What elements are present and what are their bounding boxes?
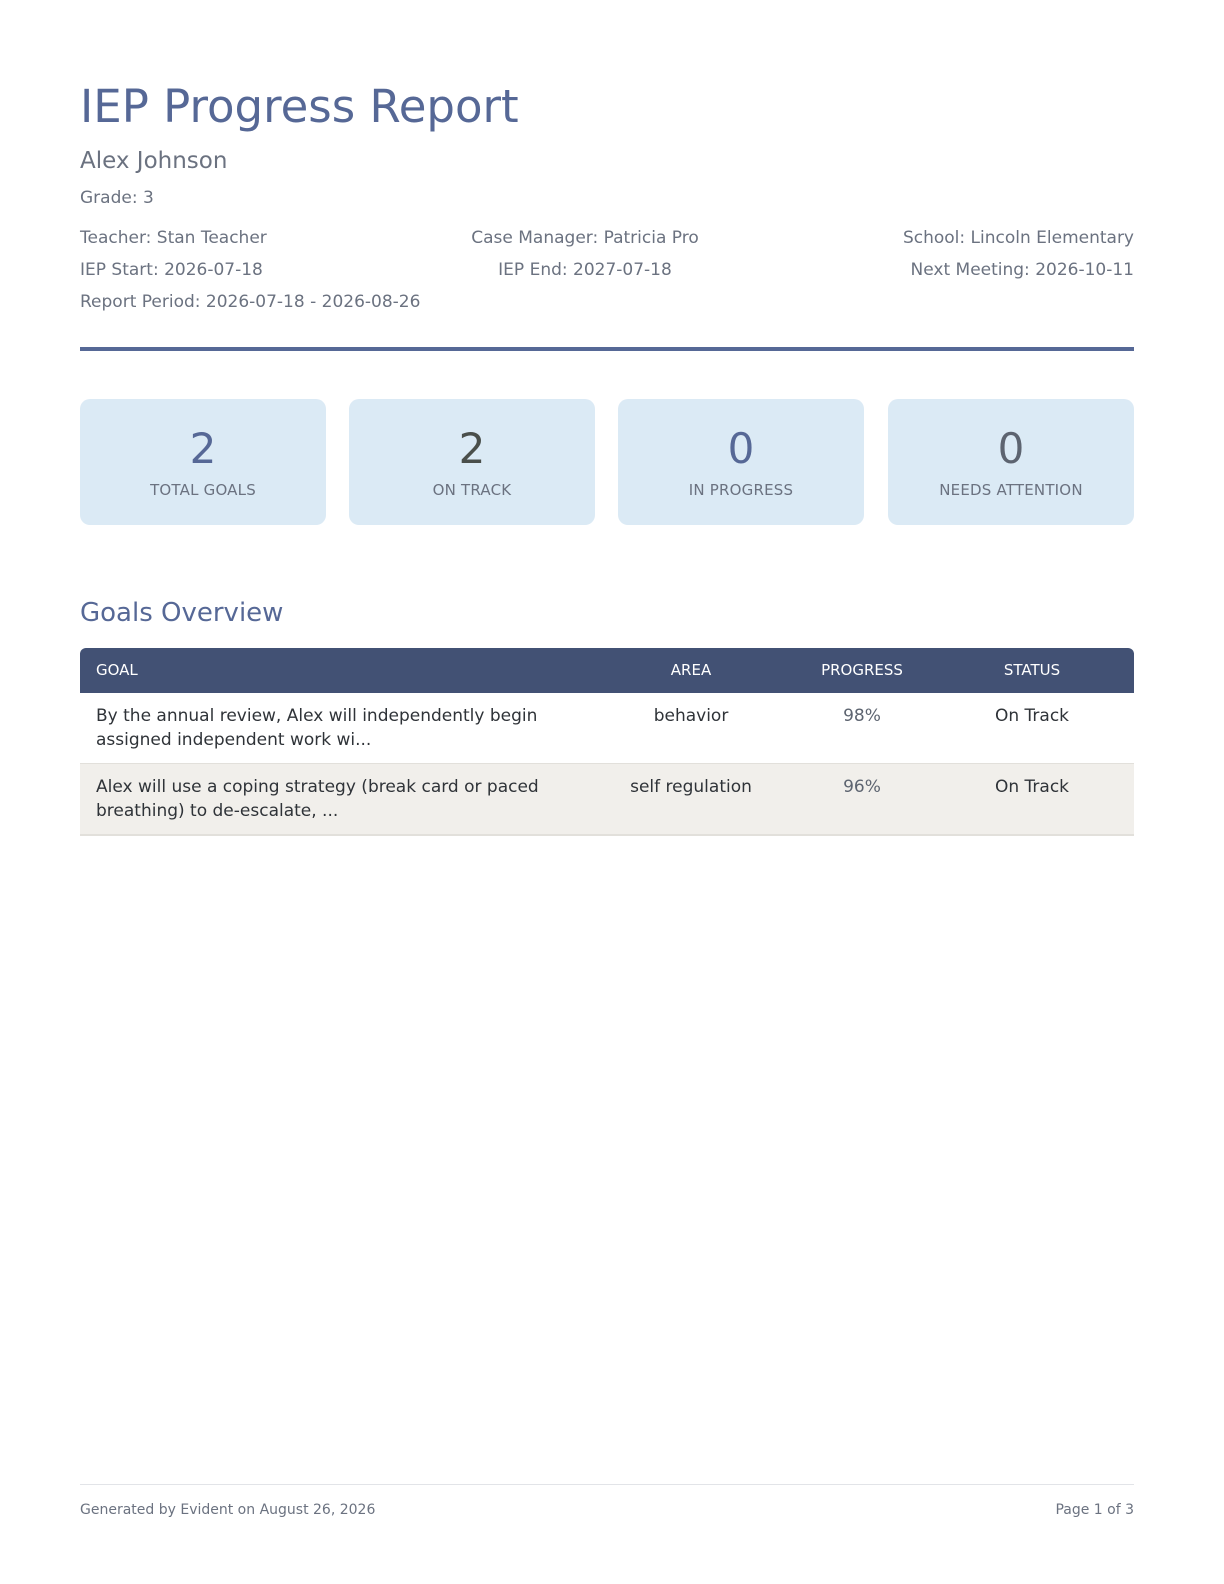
progress-cell: 96%	[843, 777, 881, 797]
report-page	[80, 0, 1134, 1584]
generated-note: Generated by Evident on August 26, 2026	[80, 1502, 376, 1518]
page-number: Page 1 of 3	[1055, 1502, 1134, 1518]
student-grade: Grade: 3	[80, 188, 154, 208]
report-period-field: Report Period: 2026-07-18 - 2026-08-26	[80, 292, 421, 312]
goals-overview-heading: Goals Overview	[80, 598, 284, 628]
iep-start-field: IEP Start: 2026-07-18	[80, 260, 263, 280]
goal-cell: Alex will use a coping strategy (break card or paced breathing) to de-escalate, ...	[96, 777, 539, 821]
status-cell: On Track	[994, 706, 1070, 726]
status-cell: On Track	[994, 777, 1070, 797]
teacher-field: Teacher: Stan Teacher	[80, 228, 267, 248]
stat-label: TOTAL GOALS	[150, 481, 256, 499]
stat-value: 2	[189, 424, 217, 473]
meta-row-staff	[80, 228, 1134, 252]
goal-cell: By the annual review, Alex will independently begin assigned independent work wi...	[96, 706, 538, 750]
meta-row-period	[80, 292, 1134, 316]
student-name: Alex Johnson	[80, 148, 228, 174]
table-header	[80, 648, 1134, 693]
case-manager-field: Case Manager: Patricia Pro	[471, 228, 699, 248]
stat-card-total-goals	[80, 399, 326, 525]
footer-divider	[80, 1484, 1134, 1485]
stat-card-needs-attention	[888, 399, 1134, 525]
stat-card-in-progress	[618, 399, 864, 525]
progress-cell: 98%	[843, 706, 881, 726]
column-header-status: STATUS	[1003, 661, 1061, 679]
stat-value: 0	[997, 424, 1025, 473]
next-meeting-field: Next Meeting: 2026-10-11	[910, 260, 1134, 280]
stat-label: IN PROGRESS	[688, 481, 794, 499]
stat-card-on-track	[349, 399, 595, 525]
goals-table	[80, 648, 1134, 836]
column-header-progress: PROGRESS	[821, 661, 903, 679]
summary-stats	[80, 399, 1134, 525]
column-header-goal: GOAL	[96, 661, 138, 679]
header-divider	[80, 347, 1134, 351]
stat-label: ON TRACK	[432, 481, 512, 499]
table-row	[80, 764, 1134, 836]
stat-value: 0	[727, 424, 755, 473]
area-cell: behavior	[653, 706, 729, 726]
table-row	[80, 693, 1134, 764]
school-field: School: Lincoln Elementary	[902, 228, 1134, 248]
page-title: IEP Progress Report	[80, 80, 519, 133]
stat-label: NEEDS ATTENTION	[939, 481, 1083, 499]
meta-row-dates	[80, 260, 1134, 284]
stat-value: 2	[458, 424, 486, 473]
area-cell: self regulation	[630, 777, 752, 797]
column-header-area: AREA	[670, 661, 712, 679]
iep-end-field: IEP End: 2027-07-18	[498, 260, 672, 280]
